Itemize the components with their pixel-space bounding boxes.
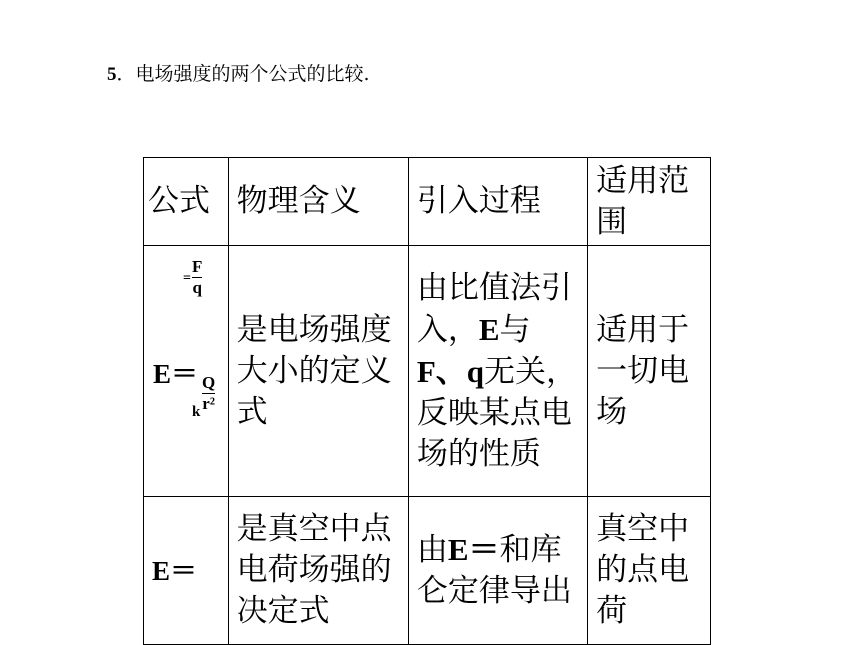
header-process: 引入过程 <box>408 158 587 246</box>
table-row <box>144 497 711 645</box>
formula-e-equals: E＝ <box>153 359 199 389</box>
process-text-2: 与 <box>499 311 531 348</box>
process-definition <box>408 246 587 497</box>
header-meaning: 物理含义 <box>228 158 408 246</box>
table-row <box>144 246 711 497</box>
section-heading <box>107 60 370 89</box>
process-text-2: 和库仑定律导出 <box>416 532 572 609</box>
formula-equals-small: = <box>183 271 191 286</box>
process-fq: F、q <box>416 353 485 389</box>
process-point-charge <box>408 497 587 645</box>
formula-e-equals: E＝ <box>152 555 198 586</box>
header-formula: 公式 <box>144 158 229 246</box>
scope-definition: 适用于一切电场 <box>588 246 711 497</box>
formula-fraction-q-r2 <box>202 374 215 413</box>
process-text-1: 由比值法引入， <box>416 269 572 348</box>
fraction-denominator: q <box>192 278 202 297</box>
header-scope: 适用范围 <box>588 158 711 246</box>
formula-cell-point-charge <box>144 497 229 645</box>
fraction-numerator: Q <box>202 373 216 392</box>
process-text-1: 由 <box>416 532 448 568</box>
meaning-point-charge: 是真空中点电荷场强的决定式 <box>228 497 408 645</box>
fraction-numerator: F <box>192 257 203 276</box>
formula-k: k <box>192 404 201 420</box>
process-text-3: 无关，反映某点电场的性质 <box>416 353 578 472</box>
scope-point-charge: 真空中的点电荷 <box>588 497 711 645</box>
fraction-denominator: r² <box>202 394 215 413</box>
process-e: E＝ <box>447 532 500 567</box>
section-number: 5 <box>107 64 117 85</box>
formula-cell-definition <box>144 246 229 497</box>
process-e: E <box>478 311 500 347</box>
meaning-definition: 是电场强度大小的定义式 <box>228 246 408 497</box>
table-header-row <box>144 158 711 246</box>
section-title: ．电场强度的两个公式的比较. <box>116 63 370 85</box>
comparison-table <box>143 157 711 645</box>
formula-fraction-f-q <box>183 257 203 297</box>
